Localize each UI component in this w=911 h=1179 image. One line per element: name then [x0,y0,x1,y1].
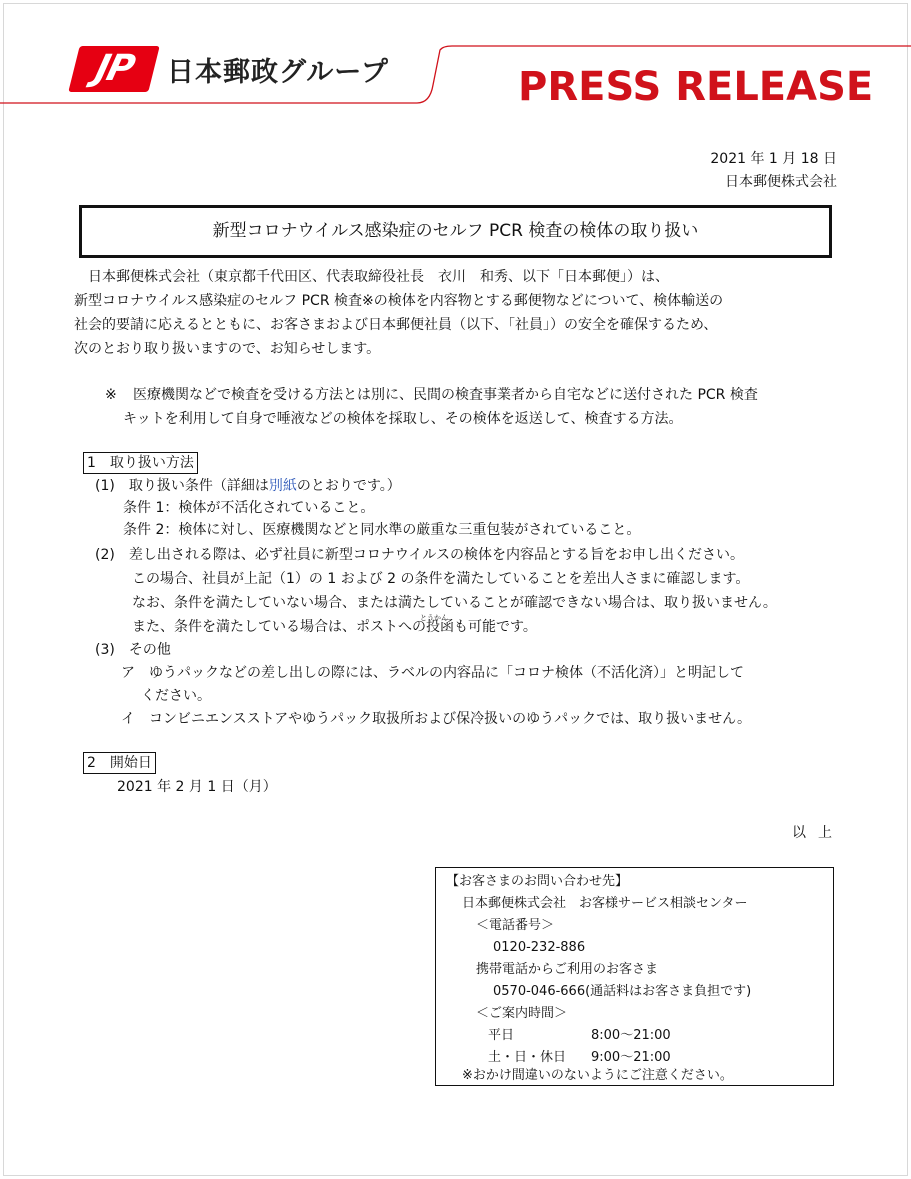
document-title: 新型コロナウイルス感染症のセルフ PCR 検査の検体の取り扱い [79,205,832,258]
footnote [105,383,840,431]
intro-line: 次のとおり取り扱いますので、お知らせします。 [74,341,381,357]
item-1-text: (1) 取り扱い条件（詳細は [95,478,269,494]
intro-line: 社会的要請に応えるとともに、お客さまおよび日本郵便社員（以下、「社員」）の安全を確保するため、 [74,317,718,333]
condition-1: 条件 1：検体が不活化されていること。 [123,500,375,516]
ruby-base: 投函 [426,619,454,635]
item-2-line: この場合、社員が上記（1）の 1 および 2 の条件を満たしていることを差出人さまに確認します。 [132,571,750,587]
intro-line: 新型コロナウイルス感染症のセルフ PCR 検査※の検体を内容物とする郵便物などについて、検体輸送の [74,293,724,309]
note-line: 医療機関などで検査を受ける方法とは別に、民間の検査事業者から自宅などに送付された PCR 検査 [133,387,758,403]
intro-line: 日本郵便株式会社（東京都千代田区、代表取締役社長 衣川 和秀、以下「日本郵便」）は、 [88,269,669,285]
contact-title: 【お客さまのお問い合わせ先】 [446,874,629,889]
release-date: 2021 年 1 月 18 日 [710,151,837,167]
item-2-text: また、条件を満たしている場合は、ポストへの [132,619,426,635]
issuing-company: 日本郵便株式会社 [725,174,837,190]
section-heading-handling: 1 取り扱い方法 [83,452,198,474]
item-3-a-line: ください。 [141,688,211,704]
weekend-hours: 9:00～21:00 [591,1050,671,1065]
item-2-line [132,614,537,637]
section-heading-start-date: 2 開始日 [83,752,156,774]
ruby-word [420,614,454,637]
item-1 [95,476,401,496]
jp-logo-icon: JP [68,46,159,92]
phone-number[interactable]: 0120-232-886 [493,940,586,955]
weekday-hours: 8:00～21:00 [591,1028,671,1043]
contact-caution: ※おかけ間違いのないようにご注意ください。 [462,1068,733,1083]
intro-paragraph [74,265,838,361]
item-2-text-end: も可能です。 [454,619,537,635]
mobile-phone-number[interactable]: 0570-046-666(通話料はお客さま負担です) [493,984,752,999]
group-name: 日本郵政グループ [167,57,389,88]
item-3-a-line: ア ゆうパックなどの差し出しの際には、ラベルの内容品に「コロナ検体（不活化済）」と明記して [121,665,744,681]
attachment-link[interactable]: 別紙 [268,478,297,494]
closing-mark: 以上 [792,825,844,841]
press-release-heading: PRESS RELEASE [518,64,874,110]
item-2-line: なお、条件を満たしていない場合、または満たしていることが確認できない場合は、取り扱いません。 [132,595,777,611]
note-line: キットを利用して自身で唾液などの検体を採取し、その検体を返送して、検査する方法。 [123,411,683,427]
mobile-label: 携帯電話からご利用のお客さま [476,962,659,977]
item-1-text-end: のとおりです。） [296,478,401,494]
phone-label: ＜電話番号＞ [476,918,555,933]
ruby-reading: とうかん [420,614,448,622]
item-3-i: イ コンビニエンスストアやゆうパック取扱所および保冷扱いのゆうパックでは、取り扱いません。 [121,711,751,727]
contact-org: 日本郵便株式会社 お客様サービス相談センター [462,896,748,911]
condition-2: 条件 2：検体に対し、医療機関などと同水準の厳重な三重包装がされていること。 [123,522,641,538]
start-date: 2021 年 2 月 1 日（月） [117,779,277,795]
weekend-label: 土・日・休日 [488,1050,567,1065]
contact-box [435,867,834,1086]
item-2-line: (2) 差し出される際は、必ず社員に新型コロナウイルスの検体を内容品とする旨をお申し出ください。 [95,547,744,563]
weekday-label: 平日 [488,1028,515,1043]
hours-label: ＜ご案内時間＞ [476,1006,568,1021]
note-mark: ※ [105,387,117,403]
item-3: (3) その他 [95,642,171,658]
